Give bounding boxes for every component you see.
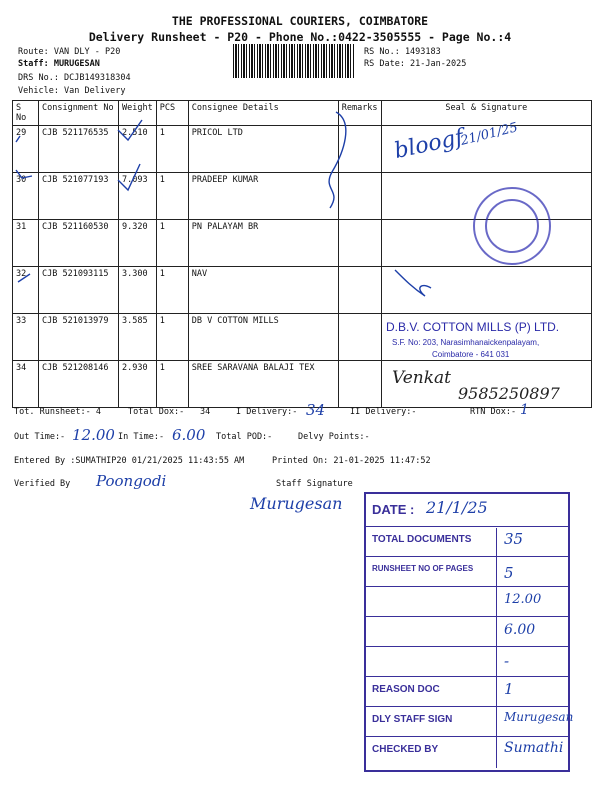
vehicle-info: Vehicle: Van Delivery [18, 86, 126, 96]
stamp-staff-sign-label: DLY STAFF SIGN [372, 714, 453, 725]
cell-consignment: CJB 521077193 [39, 173, 119, 220]
stamp-row3-value: 12.00 [504, 592, 542, 607]
staff-signature-label: Staff Signature [276, 479, 353, 489]
row30-signature: bloogf [392, 125, 466, 164]
entered-by: Entered By :SUMATHIP20 01/21/2025 11:43:55 AM [14, 456, 245, 466]
row34-phone: 9585250897 [458, 384, 560, 403]
col-header-pcs: PCS [156, 101, 188, 126]
dbv-stamp-name: D.B.V. COTTON MILLS (P) LTD. [386, 320, 560, 334]
col-header-remarks: Remarks [338, 101, 381, 126]
i-delivery-value: 34 [306, 401, 326, 419]
cell-weight: 3.300 [119, 267, 157, 314]
total-pod-label: Total POD:- [216, 432, 273, 442]
col-header-consignment: Consignment No [39, 101, 119, 126]
stamp-date-value: 21/1/25 [426, 498, 488, 517]
cell-pcs: 1 [156, 267, 188, 314]
col-header-sno: S No [13, 101, 39, 126]
cell-pcs: 1 [156, 126, 188, 173]
route-info: Route: VAN DLY - P20 [18, 47, 121, 57]
cell-weight: 9.320 [119, 220, 157, 267]
total-dox-label: Total Dox:- [128, 407, 185, 417]
stamp-divider [366, 676, 568, 677]
stamp-column-divider [496, 528, 497, 768]
row30-date: 21/01/25 [459, 120, 520, 149]
stamp-divider [366, 706, 568, 707]
cell-consignee: PRICOL LTD [188, 126, 338, 173]
cell-consignment: CJB 521093115 [39, 267, 119, 314]
row34-signature: Venkat [392, 368, 451, 388]
cell-sno: 30 [13, 173, 39, 220]
verified-signature: Poongodi [96, 472, 167, 490]
stamp-checked-by-value: Sumathi [504, 740, 564, 756]
cell-weight: 3.585 [119, 314, 157, 361]
i-delivery-label: I Delivery:- [236, 407, 298, 417]
round-stamp [474, 188, 550, 264]
stamp-checked-by-label: CHECKED BY [372, 744, 439, 755]
drs-info: DRS No.: DCJB149318304 [18, 73, 131, 83]
staff-signature: Murugesan [250, 494, 343, 513]
rtn-dox-label: RTN Dox:- [470, 407, 517, 417]
stamp-total-documents-value: 35 [504, 530, 524, 548]
dbv-stamp-address: S.F. No: 203, Narasimhanaickenpalayam, [392, 338, 540, 347]
col-header-weight: Weight [119, 101, 157, 126]
total-dox-value: 34 [200, 407, 211, 417]
cell-sno: 33 [13, 314, 39, 361]
rs-number: RS No.: 1493183 [364, 47, 441, 57]
cell-consignee: PN PALAYAM BR [188, 220, 338, 267]
tick-mark [118, 120, 142, 140]
stamp-divider [366, 556, 568, 557]
cell-consignment: CJB 521013979 [39, 314, 119, 361]
row32-signature [395, 270, 431, 296]
cell-consignee: PRADEEP KUMAR [188, 173, 338, 220]
stamp-reason-doc-value: 1 [504, 680, 514, 698]
stamp-divider [366, 586, 568, 587]
cell-consignment: CJB 521176535 [39, 126, 119, 173]
cell-consignee: NAV [188, 267, 338, 314]
verified-by-label: Verified By [14, 479, 71, 489]
cell-pcs: 1 [156, 173, 188, 220]
col-header-seal: Seal & Signature [381, 101, 591, 126]
stamp-date-label: DATE : [372, 502, 415, 517]
cell-consignment: CJB 521160530 [39, 220, 119, 267]
tick-mark [16, 170, 32, 178]
stamp-row4-value: 6.00 [504, 622, 536, 638]
stamp-divider [366, 646, 568, 647]
in-time-value: 6.00 [172, 426, 206, 444]
stamp-reason-doc-label: REASON DOC [372, 684, 440, 695]
cell-sno: 29 [13, 126, 39, 173]
stamp-divider [366, 736, 568, 737]
cell-sno: 34 [13, 361, 39, 408]
cell-consignment: CJB 521208146 [39, 361, 119, 408]
cell-sno: 31 [13, 220, 39, 267]
cell-pcs: 1 [156, 220, 188, 267]
delvy-points-label: Delvy Points:- [298, 432, 370, 442]
col-header-consignee: Consignee Details [188, 101, 338, 126]
cell-consignee: SREE SARAVANA BALAJI TEX [188, 361, 338, 408]
tot-runsheet: Tot. Runsheet:- 4 [14, 407, 101, 417]
stamp-staff-sign-value: Murugesan [504, 710, 574, 724]
tick-mark [18, 274, 30, 282]
verification-stamp-box [364, 492, 574, 772]
ii-delivery-label: II Delivery:- [350, 407, 417, 417]
printed-on: Printed On: 21-01-2025 11:47:52 [272, 456, 431, 466]
company-name: THE PROFESSIONAL COURIERS, COIMBATORE [171, 14, 429, 28]
stamp-pages-label: RUNSHEET NO OF PAGES [372, 564, 474, 573]
cell-weight: 2.930 [119, 361, 157, 408]
stamp-pages-value: 5 [504, 564, 514, 582]
tick-mark [118, 164, 140, 190]
dbv-stamp-city: Coimbatore - 641 031 [432, 350, 510, 359]
rtn-dox-value: 1 [520, 402, 529, 418]
cell-pcs: 1 [156, 361, 188, 408]
stamp-divider [366, 616, 568, 617]
runsheet-title: Delivery Runsheet - P20 - Phone No.:0422-3505555 - Page No.:4 [88, 30, 512, 44]
staff-info: Staff: MURUGESAN [18, 59, 100, 69]
stamp-total-documents-label: TOTAL DOCUMENTS [372, 534, 472, 545]
cell-pcs: 1 [156, 314, 188, 361]
remarks-scribble [329, 112, 346, 208]
in-time-label: In Time:- [118, 432, 165, 442]
cell-sno: 32 [13, 267, 39, 314]
cell-weight: 7.093 [119, 173, 157, 220]
cell-consignee: DB V COTTON MILLS [188, 314, 338, 361]
tick-mark [16, 136, 20, 142]
rs-date: RS Date: 21-Jan-2025 [364, 59, 467, 69]
out-time-label: Out Time:- [14, 432, 66, 442]
stamp-row5-value: - [504, 652, 510, 670]
cell-weight: 2.510 [119, 126, 157, 173]
stamp-divider [366, 526, 568, 527]
out-time-value: 12.00 [72, 426, 115, 444]
